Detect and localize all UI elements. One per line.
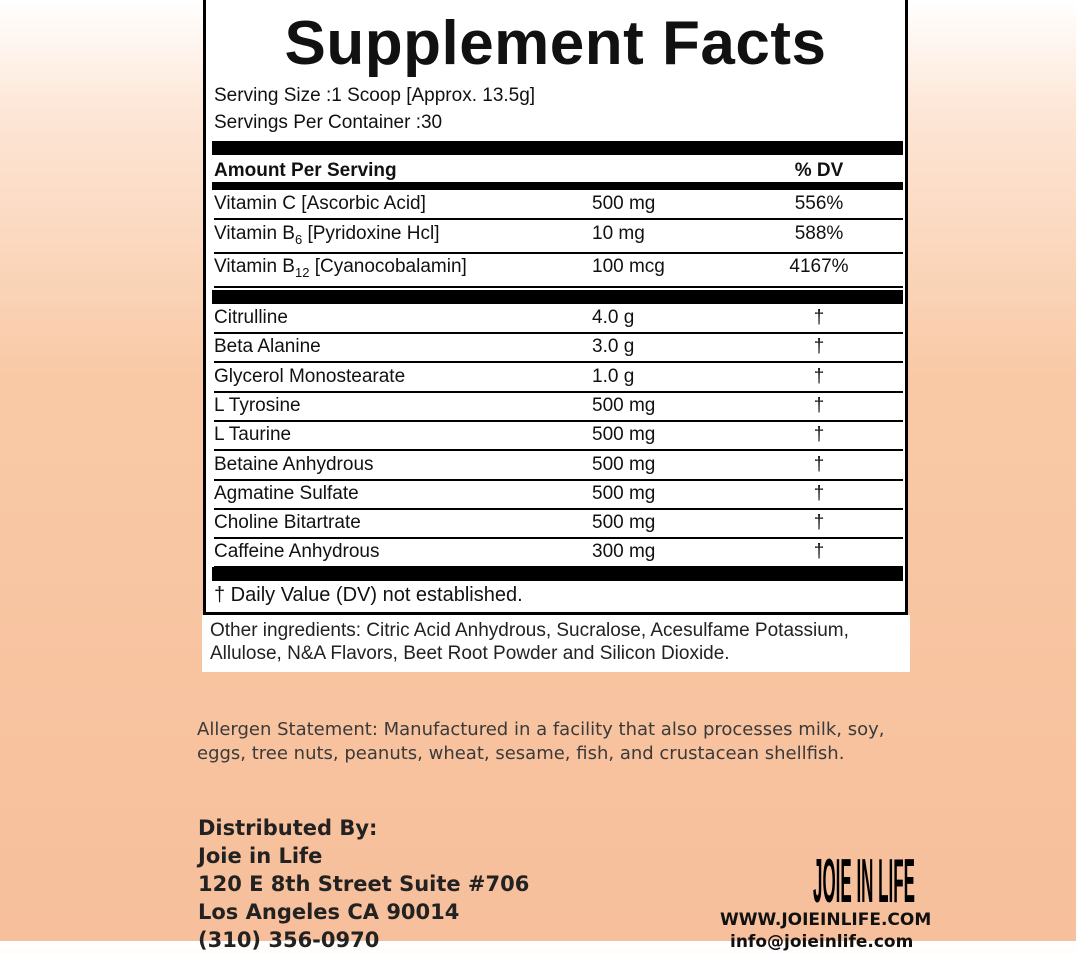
ingredient-dv: † [813,394,825,416]
ingredient-amount: 300 mg [592,541,656,563]
dv-heading: % DV [794,160,844,181]
ingredient-name: Beta Alanine [214,336,321,358]
ingredient-dv: † [813,336,825,358]
nutrient-name-text: Vitamin B [214,223,295,244]
nutrient-subscript: 6 [294,231,303,247]
ingredient-amount: 500 mg [592,512,656,534]
ingredient-name: Citrulline [214,307,288,328]
ingredient-dv: † [813,541,825,563]
nutrient-amount: 500 mg [592,193,656,214]
distributor-address-line1: 120 E 8th Street Suite #706 [198,872,530,896]
nutrient-name [214,256,467,280]
ingredient-row [214,366,903,393]
medium-divider [212,182,903,190]
ingredient-name: Agmatine Sulfate [214,482,359,504]
ingredient-name: L Tyrosine [214,394,301,416]
vitamin-row [214,193,903,220]
nutrient-name-text: Vitamin B [214,256,295,277]
ingredient-row [214,454,903,481]
vitamin-row [214,223,903,254]
ingredient-row [214,307,903,334]
ingredient-name: Caffeine Anhydrous [214,541,380,563]
ingredient-row [214,424,903,451]
nutrient-subscript: 12 [294,264,310,280]
nutrient-amount: 100 mcg [592,256,665,277]
nutrient-dv: 556% [794,193,844,214]
ingredient-row [214,395,903,422]
thick-divider [212,567,903,581]
nutrient-name [214,223,439,247]
ingredient-amount: 1.0 g [592,365,635,387]
nutrient-dv: 4167% [789,256,849,277]
ingredient-name: Betaine Anhydrous [214,453,374,475]
thick-divider [212,290,903,304]
website-link[interactable]: WWW.JOIEINLIFE.COM [720,910,932,930]
other-ingredients: Other ingredients: Citric Acid Anhydrous, Sucralose, Acesulfame Potassium, Allulose, N&A Flavors, Beet Root Powder and Silicon Dioxide. [202,615,910,672]
supplement-facts-panel [203,0,908,615]
ingredient-dv: † [813,307,825,328]
serving-size: Serving Size :1 Scoop [Approx. 13.5g] [214,85,536,106]
ingredient-amount: 500 mg [592,394,656,416]
nutrient-name-suffix: [Cyanocobalamin] [309,256,467,277]
vitamin-row [214,256,903,288]
servings-per-container: Servings Per Container :30 [214,112,443,133]
ingredient-dv: † [813,424,825,446]
allergen-statement: Allergen Statement: Manufactured in a facility that also processes milk, soy, eggs, tree nuts, peanuts, wheat, sesame, fish, and crustacean shellfish. [197,719,885,764]
ingredient-row [214,512,903,539]
amount-per-serving-heading: Amount Per Serving [214,160,397,181]
distributor-address-line2: Los Angeles CA 90014 [198,900,460,924]
ingredient-row [214,483,903,510]
ingredient-amount: 4.0 g [592,307,635,328]
distributor-phone: (310) 356-0970 [198,928,380,952]
ingredient-name: Glycerol Monostearate [214,365,406,387]
ingredient-dv: † [813,512,825,534]
brand-logo-text: JOIE IN LIFE [813,848,915,906]
thick-divider [212,141,903,155]
nutrient-dv: 588% [794,223,844,244]
dv-footnote: † Daily Value (DV) not established. [214,584,523,606]
distributor-name: Joie in Life [198,844,323,868]
ingredient-row [214,541,903,568]
ingredient-amount: 500 mg [592,424,656,446]
ingredient-amount: 500 mg [592,453,656,475]
email-link[interactable]: info@joieinlife.com [730,932,914,952]
ingredient-row [214,336,903,363]
ingredient-dv: † [813,482,825,504]
nutrient-amount: 10 mg [592,223,645,244]
brand-logo [812,848,916,906]
panel-title: Supplement Facts [284,9,827,78]
nutrient-name-text: Vitamin C [Ascorbic Acid] [214,193,426,214]
ingredient-dv: † [813,365,825,387]
distributor-heading: Distributed By: [198,816,378,840]
nutrient-name [214,193,426,215]
ingredient-dv: † [813,453,825,475]
ingredient-amount: 3.0 g [592,336,635,358]
nutrient-name-suffix: [Pyridoxine Hcl] [302,223,440,244]
ingredient-name: L Taurine [214,424,292,446]
ingredient-amount: 500 mg [592,482,656,504]
ingredient-name: Choline Bitartrate [214,512,361,534]
distributor-block [198,814,529,954]
